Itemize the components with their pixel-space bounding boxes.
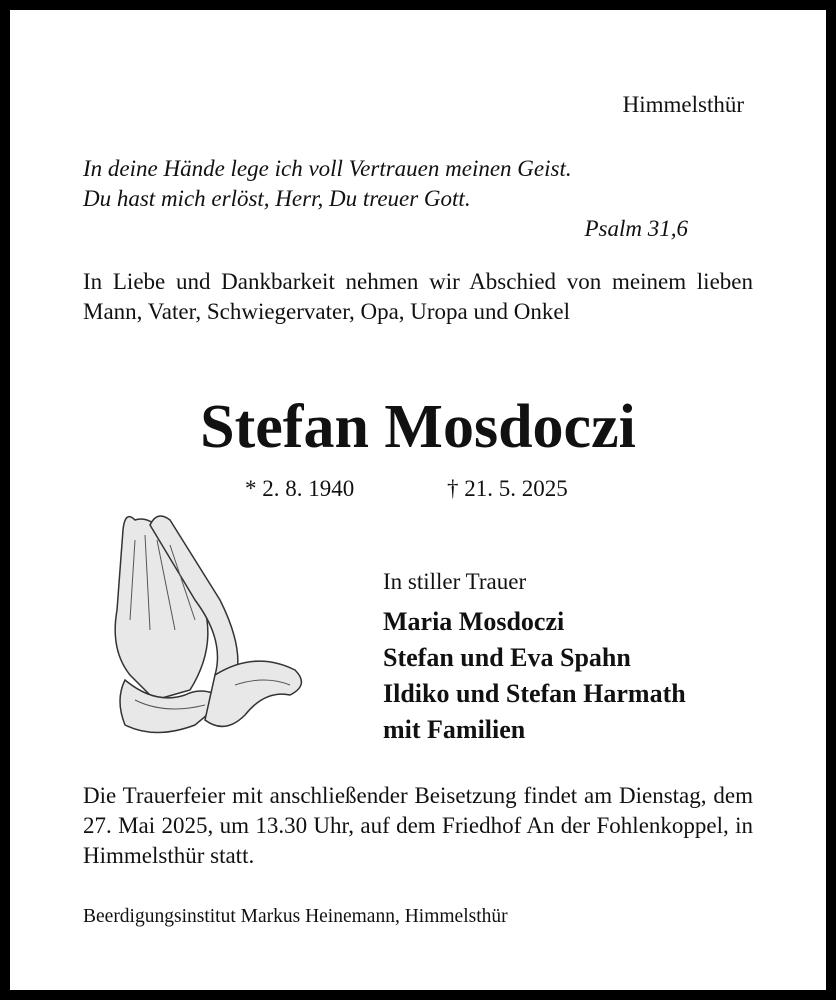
- funeral-service-info: Die Trauerfeier mit anschließender Beisetzung findet am Dienstag, dem 27. Mai 2025, um 13.30 Uhr, auf dem Friedhof An der Fohlenkoppel, in Himmelsthür statt.: [83, 783, 753, 868]
- place-name: Himmelsthür: [622, 92, 744, 117]
- quote-source: Psalm 31,6: [584, 216, 688, 241]
- praying-hands-image: [95, 500, 315, 760]
- death-date: † 21. 5. 2025: [447, 476, 568, 501]
- intro-text: In Liebe und Dankbarkeit nehmen wir Abschied von meinem lieben Mann, Vater, Schwiegervater, Opa, Uropa und Onkel: [83, 269, 753, 324]
- mourner-name: mit Familien: [383, 715, 526, 744]
- funeral-home: Beerdigungsinstitut Markus Heinemann, Himmelsthür: [83, 906, 508, 927]
- quote-line: Du hast mich erlöst, Herr, Du treuer Gott.: [83, 186, 471, 211]
- mourner-list: [383, 604, 686, 748]
- mourner-name: Ildiko und Stefan Harmath: [383, 679, 686, 708]
- mourning-heading: In stiller Trauer: [383, 569, 527, 594]
- birth-date: * 2. 8. 1940: [245, 476, 355, 501]
- quote-line: In deine Hände lege ich voll Vertrauen meinen Geist.: [83, 156, 572, 181]
- mourner-name: Maria Mosdoczi: [383, 607, 565, 636]
- bible-quote: [83, 154, 572, 214]
- deceased-name: Stefan Mosdoczi: [200, 393, 636, 461]
- mourner-name: Stefan und Eva Spahn: [383, 643, 631, 672]
